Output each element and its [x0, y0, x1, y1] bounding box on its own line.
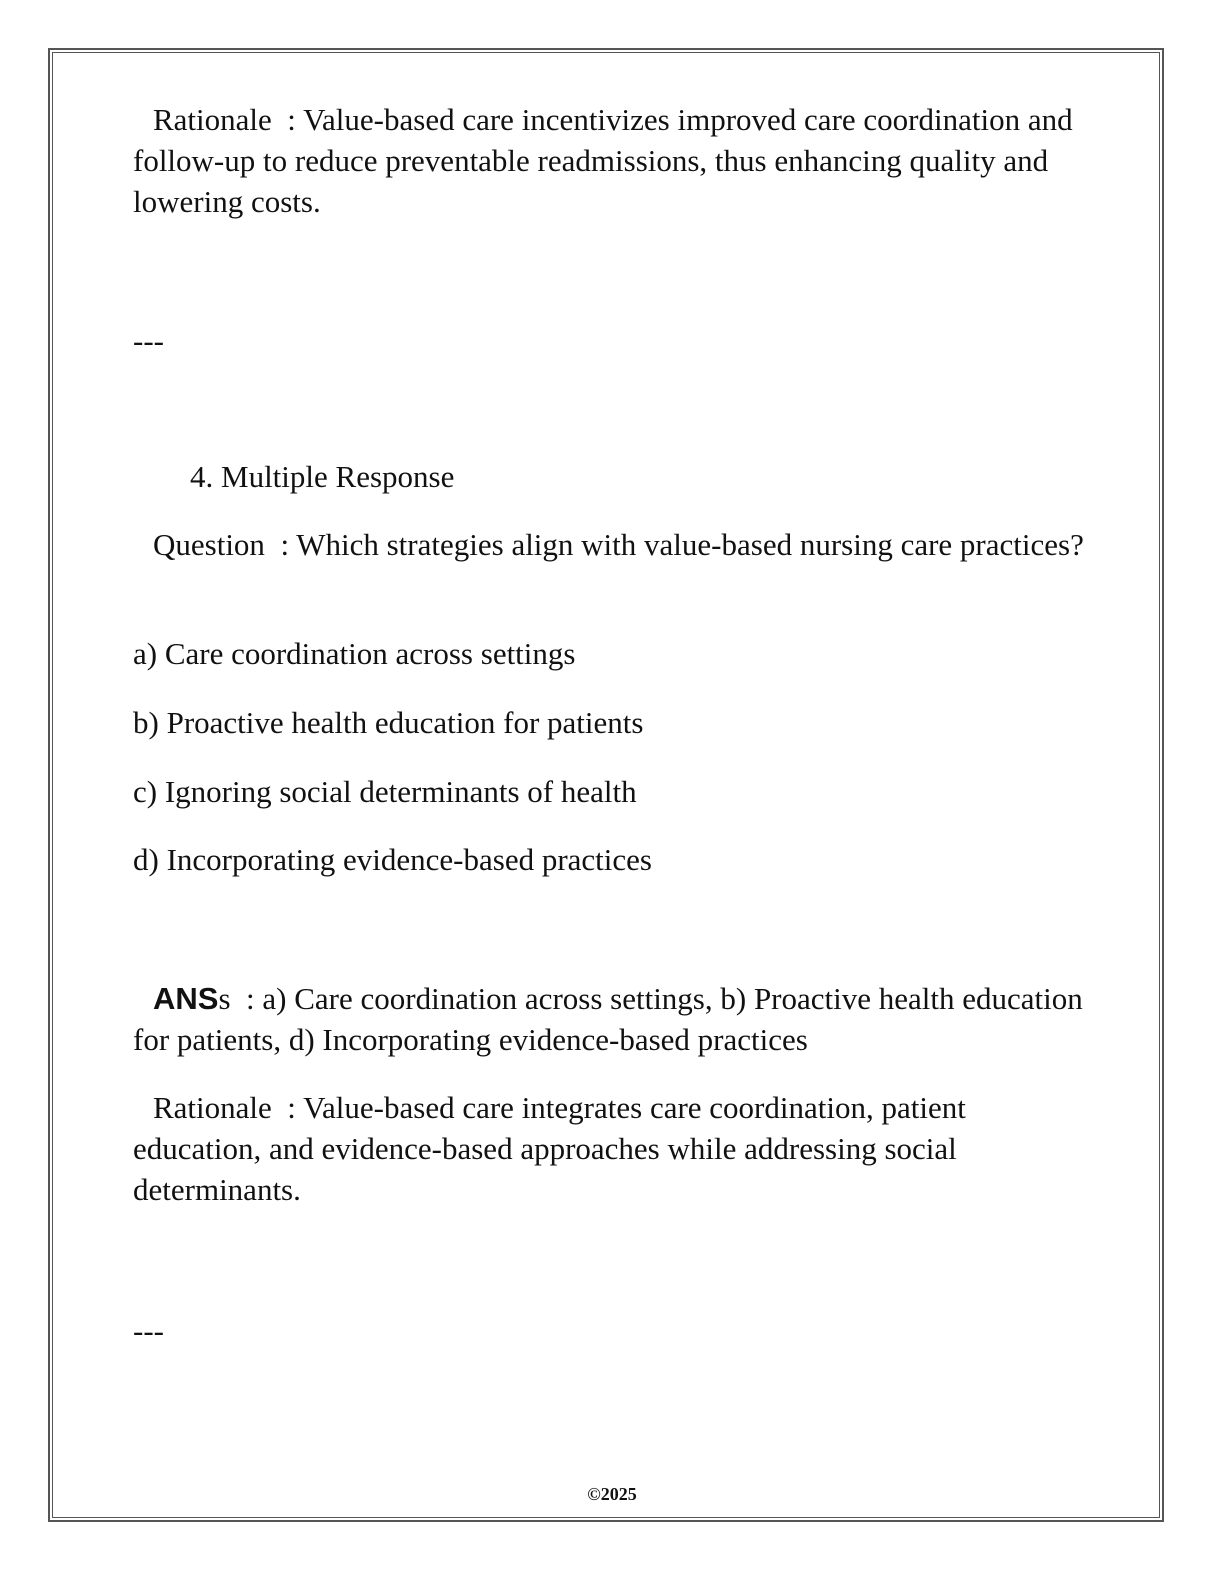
option-a: a) Care coordination across settings [133, 636, 576, 671]
rationale-current [133, 1087, 1093, 1210]
question-label: Question [153, 527, 265, 562]
answer-block [133, 978, 1093, 1060]
option-d: d) Incorporating evidence-based practices [133, 842, 652, 877]
question-block [133, 524, 1093, 565]
question-text: : Which strategies align with value-based nursing care practices? [280, 527, 1084, 562]
rationale-previous [133, 99, 1093, 222]
option-c: c) Ignoring social determinants of health [133, 774, 637, 809]
answer-label: ANS [153, 981, 219, 1016]
answer-text: : a) Care coordination across settings, b) Proactive health education for patients, d) Incorporating evidence-based practices [133, 981, 1083, 1057]
rationale-text: : Value-based care incentivizes improved care coordination and follow-up to reduce preventable readmissions, thus enhancing quality and lowering costs. [133, 102, 1073, 219]
rationale-label: Rationale [153, 1090, 272, 1125]
copyright-footer: ©2025 [587, 1484, 637, 1504]
question-heading: 4. Multiple Response [190, 459, 455, 494]
answer-suffix: s [218, 981, 231, 1016]
rationale-label: Rationale [153, 102, 272, 137]
rationale-text: : Value-based care integrates care coordination, patient education, and evidence-based approaches while addressing social determinants. [133, 1090, 966, 1207]
separator: --- [133, 1313, 164, 1348]
separator: --- [133, 323, 164, 358]
option-b: b) Proactive health education for patients [133, 705, 644, 740]
